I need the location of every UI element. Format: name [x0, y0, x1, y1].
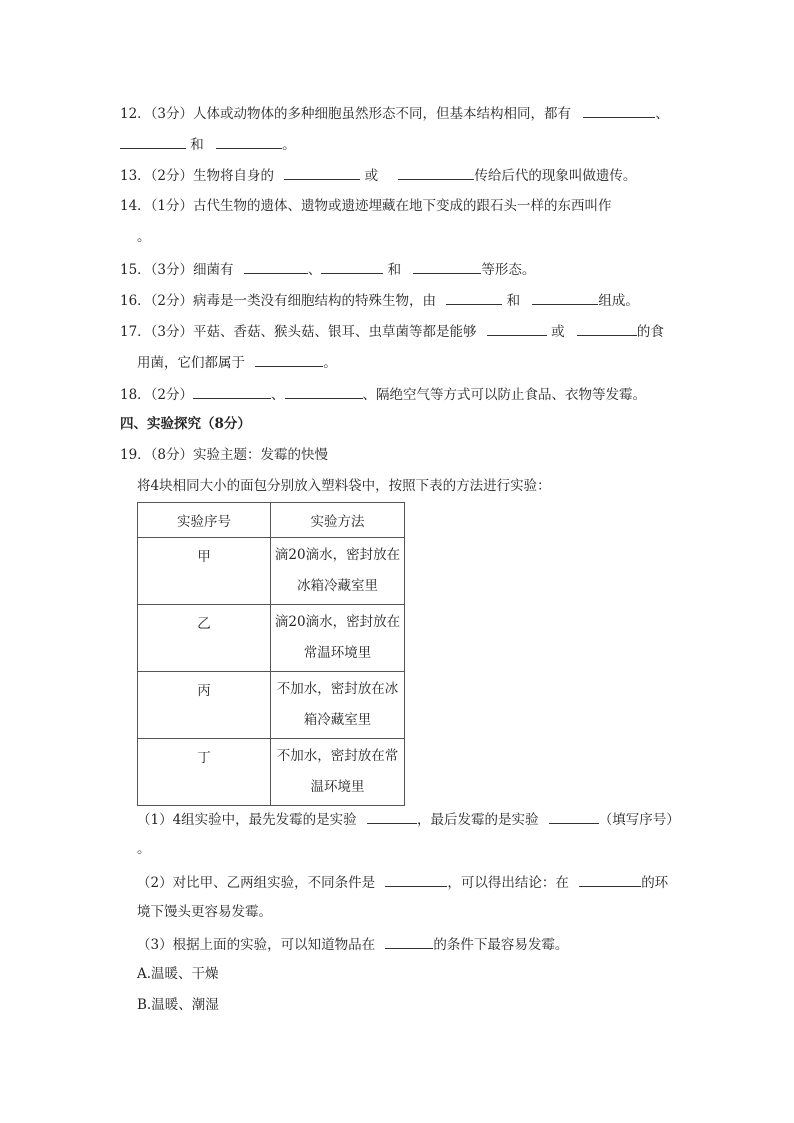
- option-b[interactable]: B.温暖、潮湿: [137, 997, 219, 1013]
- separator: 、: [307, 262, 322, 278]
- table-cell: [271, 538, 405, 605]
- method-text: 不加水，密封放在常: [276, 748, 399, 764]
- question-text: 13．（2分）生物将自身的: [120, 168, 275, 184]
- question-end: 。: [137, 841, 151, 857]
- sub-question-1: [137, 808, 680, 830]
- method-text: 滴20滴水，密封放在: [274, 614, 401, 630]
- question-14-cont: [137, 227, 151, 247]
- question-17-cont: [137, 351, 337, 373]
- answer-blank[interactable]: [120, 133, 186, 149]
- table-cell: [138, 538, 271, 605]
- experiment-table: [137, 502, 405, 806]
- sub-question-1-cont: [137, 839, 151, 859]
- question-18: [120, 383, 646, 405]
- question-12-cont: [120, 133, 296, 155]
- answer-blank[interactable]: [285, 383, 363, 399]
- table-row: [138, 538, 405, 605]
- table-row: [138, 739, 405, 806]
- answer-blank[interactable]: [532, 289, 598, 305]
- separator: ，最后发霉的是实验: [416, 812, 539, 828]
- table-cell: [138, 605, 271, 672]
- question-17: [120, 320, 664, 342]
- answer-blank[interactable]: [255, 351, 323, 367]
- question-text: 12．（3分）人体或动物体的多种细胞虽然形态不同，但基本结构相同，都有: [120, 106, 572, 122]
- question-end: 传给后代的现象叫做遗传。: [474, 168, 637, 184]
- answer-blank[interactable]: [487, 320, 547, 336]
- table-cell: [271, 605, 405, 672]
- answer-blank[interactable]: [385, 871, 447, 887]
- answer-blank[interactable]: [321, 258, 383, 274]
- question-text: 境下馒头更容易发霉。: [137, 904, 272, 920]
- question-end: 、隔绝空气等方式可以防止食品、衣物等发霉。: [362, 387, 647, 403]
- answer-blank[interactable]: [446, 289, 502, 305]
- sub-question-2-cont: [137, 902, 272, 922]
- separator: 、: [271, 387, 285, 403]
- answer-blank[interactable]: [398, 164, 474, 180]
- separator: 和: [506, 293, 521, 309]
- question-end: （填写序号）: [598, 812, 680, 828]
- table-header-row: [138, 503, 405, 538]
- question-text: 15．（3分）细菌有: [120, 262, 234, 278]
- method-text: 常温环境里: [303, 645, 372, 661]
- separator: 、: [655, 106, 669, 122]
- sample-id: 甲: [197, 548, 211, 565]
- question-text: （1）4组实验中，最先发霉的是实验: [137, 812, 357, 828]
- question-13: [120, 164, 636, 186]
- answer-blank[interactable]: [577, 320, 637, 336]
- table-cell: [138, 739, 271, 806]
- table-cell: [271, 672, 405, 739]
- answer-blank[interactable]: [244, 258, 308, 274]
- answer-blank[interactable]: [193, 383, 271, 399]
- question-end: 的条件下最容易发霉。: [433, 937, 569, 953]
- answer-blank[interactable]: [583, 102, 655, 118]
- question-end: 组成。: [598, 293, 639, 309]
- question-text: 用菌，它们都属于: [137, 355, 245, 371]
- question-19-intro: 将4块相同大小的面包分别放入塑料袋中，按照下表的方法进行实验：: [137, 478, 551, 494]
- question-15: [120, 258, 535, 280]
- answer-blank[interactable]: [284, 164, 360, 180]
- question-16: [120, 289, 639, 311]
- section-heading: 四、实验探究（8分）: [120, 416, 251, 432]
- sample-id: 丁: [197, 749, 211, 766]
- method-text: 箱冷藏室里: [303, 712, 372, 728]
- answer-blank[interactable]: [385, 933, 433, 949]
- answer-blank[interactable]: [367, 808, 417, 824]
- answer-blank[interactable]: [549, 808, 599, 824]
- answer-blank[interactable]: [216, 133, 282, 149]
- separator: 或: [364, 168, 379, 184]
- separator: 和: [387, 262, 402, 278]
- answer-blank[interactable]: [579, 871, 641, 887]
- question-text: 的食: [636, 324, 664, 340]
- question-text: （2）对比甲、乙两组实验，不同条件是: [137, 875, 376, 891]
- method-text: 温环境里: [310, 779, 365, 795]
- separator: 和: [190, 137, 204, 153]
- question-end: 。: [282, 137, 296, 153]
- table-cell: [271, 739, 405, 806]
- method-text: 不加水，密封放在冰: [276, 681, 399, 697]
- question-end: 。: [323, 355, 337, 371]
- sub-question-3: [137, 933, 568, 955]
- table-row: [138, 605, 405, 672]
- sample-id: 丙: [197, 682, 211, 699]
- question-end: 。: [137, 229, 151, 245]
- question-text: 16．（2分）病毒是一类没有细胞结构的特殊生物，由: [120, 293, 437, 309]
- separator: 或: [551, 324, 565, 340]
- table-row: [138, 672, 405, 739]
- method-text: 冰箱冷藏室里: [297, 578, 378, 594]
- table-cell: [138, 672, 271, 739]
- sub-question-2: [137, 871, 668, 893]
- table-header: 实验序号: [138, 503, 271, 538]
- method-text: 滴20滴水，密封放在: [274, 547, 401, 563]
- question-12: [120, 102, 669, 124]
- question-end: 等形态。: [481, 262, 536, 278]
- question-text: （3）根据上面的实验，可以知道物品在: [137, 937, 376, 953]
- question-19-title: 19．（8分）实验主题：发霉的快慢: [120, 447, 329, 463]
- question-text: 14．（1分）古代生物的遗体、遗物或遗迹埋藏在地下变成的跟石头一样的东西叫作: [120, 198, 612, 214]
- question-text: 18．（2分）: [120, 387, 194, 403]
- answer-blank[interactable]: [413, 258, 481, 274]
- question-text: 的环: [641, 875, 669, 891]
- separator: ，可以得出结论：在: [447, 875, 569, 891]
- sample-id: 乙: [197, 615, 211, 632]
- option-a[interactable]: A.温暖、干燥: [137, 966, 219, 982]
- table-header: 实验方法: [271, 503, 405, 538]
- question-text: 17．（3分）平菇、香菇、猴头菇、银耳、虫草菌等都是能够: [120, 324, 477, 340]
- question-14: [120, 196, 612, 216]
